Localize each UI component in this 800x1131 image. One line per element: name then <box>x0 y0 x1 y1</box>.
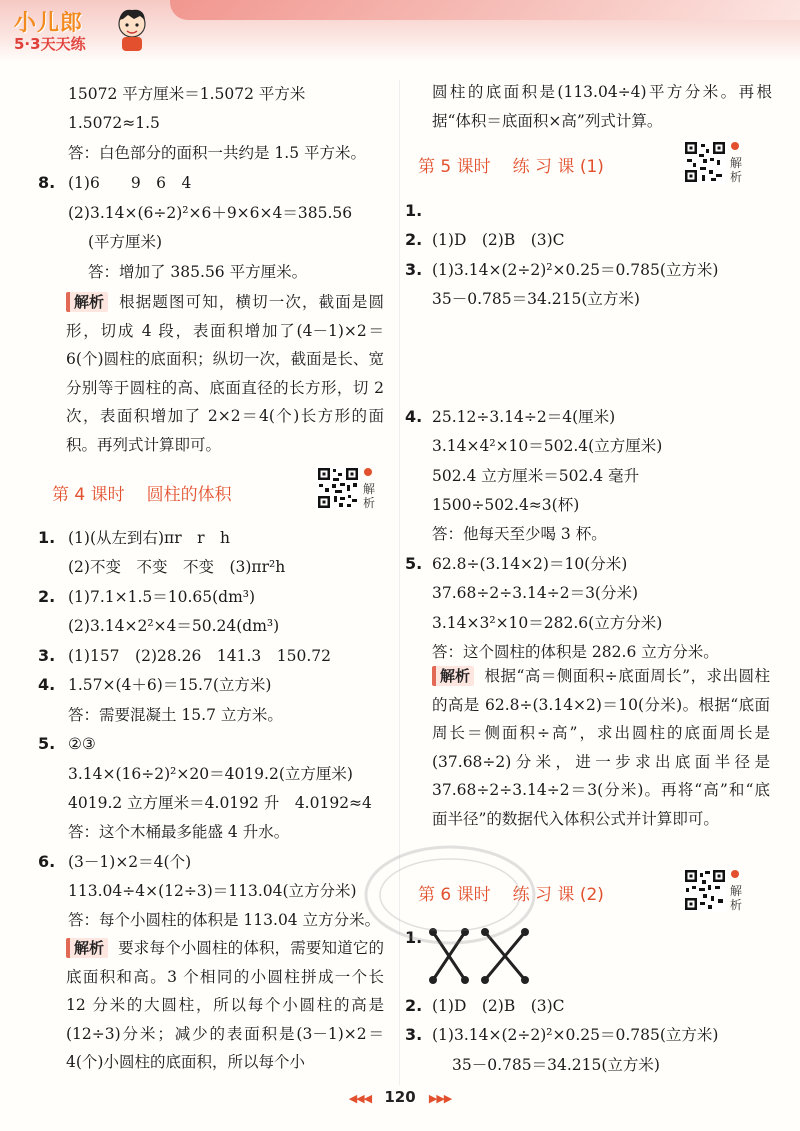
answer-line: (1)157 (2)28.26 141.3 150.72 <box>68 647 331 665</box>
answer-line: (2)3.14×2²×4＝50.24(dm³) <box>68 617 280 635</box>
watermark-seal <box>360 840 540 950</box>
continued-text: 圆柱的底面积是(113.04÷4)平方分米。再根据“体积＝底面积×高”列式计算。 <box>432 83 772 130</box>
answer-line: 25.12÷3.14÷2＝4(厘米) <box>432 408 616 426</box>
question-number: 3. <box>38 646 56 665</box>
lesson-number: 第 5 课时 <box>418 157 491 177</box>
play-icon <box>364 468 372 476</box>
answer-line: 1500÷502.4≈3(杯) <box>432 496 580 514</box>
answer-line: 1.57×(4＋6)＝15.7(立方米) <box>68 676 272 694</box>
question-number: 3. <box>405 260 423 279</box>
answer-line: (3－1)×2＝4(个) <box>68 853 192 871</box>
answer-line: (1)6 9 6 4 <box>68 174 192 192</box>
analysis-tag: 解析 <box>432 666 474 686</box>
lesson-number: 第 4 课时 <box>52 485 125 505</box>
lesson-number: 第 6 课时 <box>418 885 491 905</box>
analysis-tag: 解析 <box>66 938 108 958</box>
answer-line: 113.04÷4×(12÷3)＝113.04(立方分米) <box>68 882 357 900</box>
text-line: 答：白色部分的面积一共约是 1.5 平方米。 <box>68 144 367 162</box>
question-number: 4. <box>38 675 56 694</box>
brand-logo: 小儿郎 <box>14 11 84 36</box>
answer-line: 答：这个圆柱的体积是 282.6 立方分米。 <box>432 643 719 661</box>
answer-line: 答：需要混凝土 15.7 立方米。 <box>68 706 283 724</box>
answer-line: (1)D (2)B (3)C <box>432 997 565 1015</box>
answer-line: (2)不变 不变 不变 (3)πr²h <box>68 558 286 576</box>
lesson-title: 练 习 课 (2) <box>512 885 604 905</box>
match-dot <box>461 976 469 984</box>
answer-line: (1)7.1×1.5＝10.65(dm³) <box>68 588 256 606</box>
analysis-text: 根据“高＝侧面积÷底面周长”，求出圆柱的高是 62.8÷(3.14×2)＝10(分米)。根据“底面周长＝侧面积÷高”，求出圆柱的底面周长是(37.68÷2)分米，进一步求出底面半径是 37.68÷2÷3.14÷2＝3(分米)。再将“高”和“底面半径”的数据代入体积公式并计算即可。 <box>432 667 770 828</box>
answer-line: 答：他每天至少喝 3 杯。 <box>432 525 607 543</box>
question-number: 1. <box>405 201 423 220</box>
question-number: 2. <box>38 587 56 606</box>
qr-code-icon[interactable] <box>316 466 360 510</box>
answer-line: (1)3.14×(2÷2)²×0.25＝0.785(立方米) <box>432 1026 719 1044</box>
answer-line: 35－0.785＝34.215(立方米) <box>452 1056 660 1074</box>
answer-line: (平方厘米) <box>88 233 163 251</box>
question-number: 1. <box>38 528 56 547</box>
answer-line: 37.68÷2÷3.14÷2＝3(分米) <box>432 584 639 602</box>
page-number: 120 <box>384 1088 416 1106</box>
question-number: 3. <box>405 1025 423 1044</box>
analysis-block <box>432 662 770 833</box>
match-dot <box>521 976 529 984</box>
qr-label: 解析 <box>729 156 742 184</box>
right-arrows-icon: ▶▶▶ <box>428 1092 452 1105</box>
answer-line: 答：这个木桶最多能盛 4 升水。 <box>68 823 290 841</box>
analysis-block <box>66 288 384 459</box>
left-arrows-icon: ◀◀◀ <box>348 1092 372 1105</box>
qr-code-icon[interactable] <box>683 140 727 184</box>
section-heading <box>52 480 232 505</box>
match-dot <box>481 976 489 984</box>
lesson-title: 圆柱的体积 <box>146 485 232 505</box>
header-stripe <box>170 0 800 20</box>
lesson-title: 练 习 课 (1) <box>512 157 604 177</box>
series-name: 5·3天天练 <box>14 35 86 53</box>
analysis-block <box>66 934 384 1077</box>
analysis-text: 要求每个小圆柱的体积，需要知道它的底面积和高。3 个相同的小圆柱拼成一个长 12 分米的大圆柱，所以每个小圆柱的高是(12÷3)分米；减少的表面积是(3－1)×2＝4(个)小圆柱的底面积，所以每个小 <box>66 939 384 1071</box>
text-line: 1.5072≈1.5 <box>68 114 160 132</box>
answer-line: 答：增加了 385.56 平方厘米。 <box>88 263 308 281</box>
answer-line: 35－0.785＝34.215(立方米) <box>432 290 640 308</box>
answer-line: 3.14×4²×10＝502.4(立方厘米) <box>432 437 663 455</box>
answer-line: 3.14×3²×10＝282.6(立方分米) <box>432 614 663 632</box>
match-dot <box>429 976 437 984</box>
answer-line: (1)3.14×(2÷2)²×0.25＝0.785(立方米) <box>432 261 719 279</box>
play-icon <box>731 142 739 150</box>
question-number: 6. <box>38 852 56 871</box>
answer-line: (1)D (2)B (3)C <box>432 231 565 249</box>
question-number: 1. <box>405 928 423 947</box>
page-footer <box>0 1088 800 1106</box>
answer-line: (2)3.14×(6÷2)²×6＋9×6×4＝385.56 <box>68 204 353 222</box>
qr-label: 解析 <box>729 884 742 912</box>
text-line: 15072 平方厘米＝1.5072 平方米 <box>68 85 306 103</box>
question-number: 5. <box>38 734 56 753</box>
qr-label: 解析 <box>362 482 375 510</box>
answer-line: 答：每个小圆柱的体积是 113.04 立方分米。 <box>68 911 381 929</box>
answer-line: 62.8÷(3.14×2)＝10(分米) <box>432 555 628 573</box>
question-number: 2. <box>405 230 423 249</box>
question-number: 8. <box>38 173 56 192</box>
question-number: 5. <box>405 554 423 573</box>
answer-line: 3.14×(16÷2)²×20＝4019.2(立方厘米) <box>68 765 353 783</box>
answer-line: 502.4 立方厘米＝502.4 毫升 <box>432 467 640 485</box>
analysis-tag: 解析 <box>66 292 108 312</box>
question-number: 2. <box>405 996 423 1015</box>
section-heading <box>418 152 604 177</box>
play-icon <box>731 870 739 878</box>
mascot-icon <box>112 6 152 52</box>
analysis-text: 根据题图可知，横切一次，截面是圆形，切成 4 段，表面积增加了(4－1)×2＝6(个)圆柱的底面积；纵切一次，截面是长、宽分别等于圆柱的高、底面直径的长方形，切 2 次，表面积增加了 2×2＝4(个)长方形的面积。再列式计算即可。 <box>66 293 384 454</box>
question-number: 4. <box>405 407 423 426</box>
qr-code-icon[interactable] <box>683 868 727 912</box>
answer-line: ②③ <box>68 735 96 753</box>
answer-line: (1)(从左到右)πr r h <box>68 529 231 547</box>
answer-line: 4019.2 立方厘米＝4.0192 升 4.0192≈4 <box>68 794 372 812</box>
